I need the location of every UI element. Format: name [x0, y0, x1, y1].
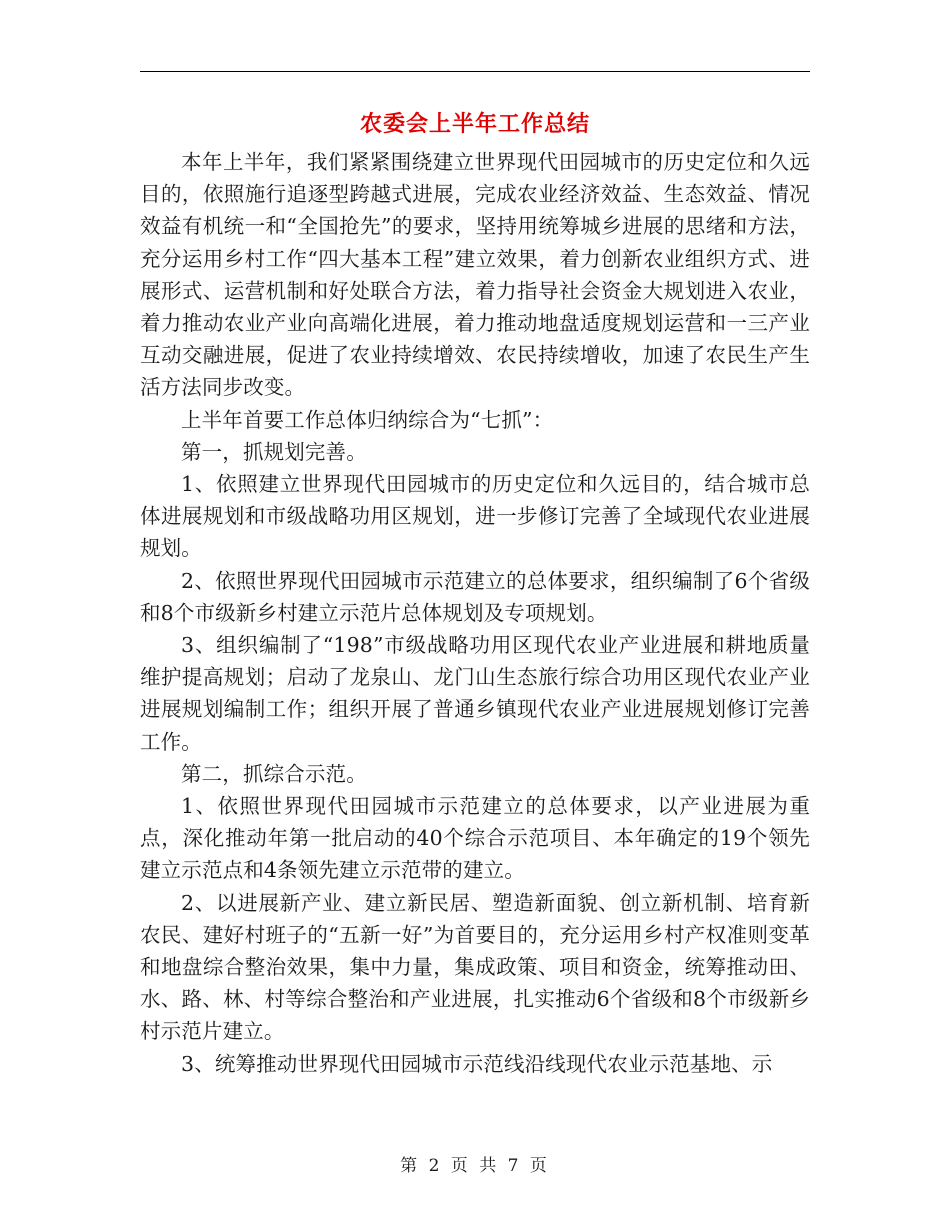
paragraph: 2、依照世界现代田园城市示范建立的总体要求，组织编制了6个省级和8个市级新乡村建立示范片总体规划及专项规划。: [140, 568, 810, 625]
section-heading: 第二，抓综合示范。: [181, 761, 367, 786]
header-rule: [140, 71, 810, 72]
document-title: 农委会上半年工作总结: [359, 112, 590, 137]
section-heading: 第一，抓规划完善。: [181, 439, 367, 464]
paragraph: 1、依照世界现代田园城市示范建立的总体要求，以产业进展为重点，深化推动年第一批启动的40个综合示范项目、本年确定的19个领先建立示范点和4条领先建立示范带的建立。: [140, 794, 810, 883]
paragraph: 3、统筹推动世界现代田园城市示范线沿线现代农业示范基地、示: [181, 1051, 773, 1076]
paragraph: 2、以进展新产业、建立新民居、塑造新面貌、创立新机制、培育新农民、建好村班子的“五新一好”为首要目的，充分运用乡村产权准则变革和地盘综合整治效果，集中力量，集成政策、项目和资金，统筹推动田、水、路、林、村等综合整治和产业进展，扎实推动6个省级和8个市级新乡村示范片建立。: [140, 890, 810, 1044]
document-body: [140, 146, 810, 1080]
paragraph: 3、组织编制了“198”市级战略功用区现代农业产业进展和耕地质量维护提高规划；启动了龙泉山、龙门山生态旅行综合功用区现代农业产业进展规划编制工作；组织开展了普通乡镇现代农业产业进展规划修订完善工作。: [140, 633, 810, 754]
paragraph: 1、依照建立世界现代田园城市的历史定位和久远目的，结合城市总体进展规划和市级战略功用区规划，进一步修订完善了全域现代农业进展规划。: [140, 472, 810, 561]
paragraph: 本年上半年，我们紧紧围绕建立世界现代田园城市的历史定位和久远目的，依照施行追逐型跨越式进展，完成农业经济效益、生态效益、情况效益有机统一和“全国抢先”的要求，坚持用统筹城乡进展的思绪和方法，充分运用乡村工作“四大基本工程”建立效果，着力创新农业组织方式、进展形式、运营机制和好处联合方法，着力指导社会资金大规划进入农业，着力推动农业产业向高端化进展，着力推动地盘适度规划运营和一三产业互动交融进展，促进了农业持续增效、农民持续增收，加速了农民生产生活方法同步改变。: [140, 150, 810, 400]
paragraph: 上半年首要工作总体归纳综合为“七抓”：: [181, 407, 554, 432]
page-number: 第 2 页 共 7 页: [400, 1156, 550, 1176]
